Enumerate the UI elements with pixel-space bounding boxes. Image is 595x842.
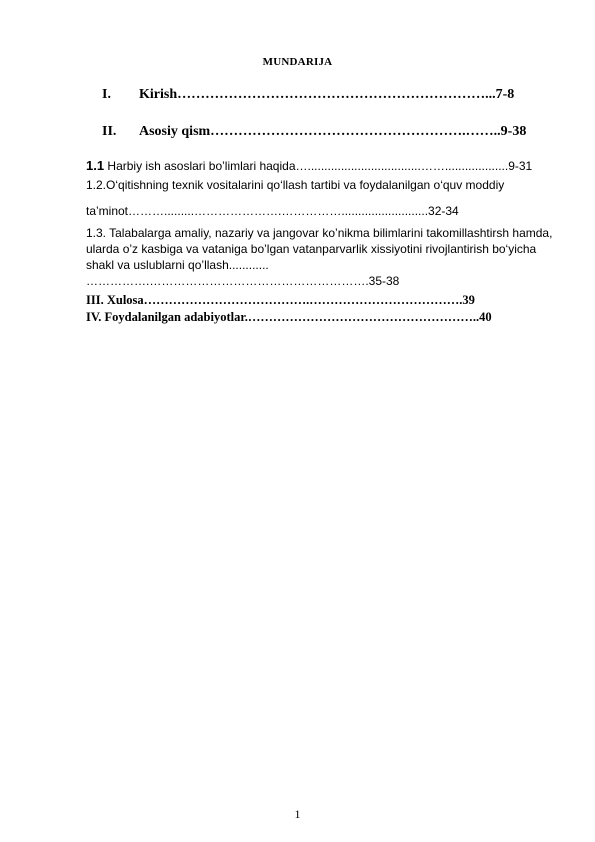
page-title: MUNDARIJA [262,56,333,68]
toc-subsection-1-2-line1: 1.2.O‘qitishning texnik vositalarini qo‘llash tartibi va foydalanilgan o‘quv moddiy [86,178,505,192]
toc-subsection-1-1 [86,158,568,174]
toc-section-xulosa: III. Xulosa………………………………….……………………………….39 [86,293,475,307]
toc-section-adabiyotlar: IV. Foydalanilgan adabiyotlar.………………………………………………..40 [86,310,492,324]
section-number: I. [102,87,111,102]
section-title: Kirish…………………………………………………………...7-8 [139,87,515,102]
toc-subsection-1-2-line2: ta’minot……….........………………….……………..........................32-34 [86,204,459,218]
section-number: II. [102,124,117,139]
subsection-title: Harbiy ish asoslari bo’limlari haqida…..................................……...................9-31 [104,159,533,173]
toc-subsection-1-3 [86,225,556,289]
subsection-number: 1.1 [86,158,105,173]
section-title: Asosiy qism……………………………………………….……..9-38 [139,124,527,139]
page-number: 1 [294,807,301,821]
subsection-page-range: …………….……………………………………………….35-38 [86,274,400,288]
subsection-title: 1.3. Talabalarga amaliy, nazariy va jangovar ko’nikma bilimlarini takomillashtirsh hamda, ularda o’z kasbiga va vataniga bo’lgan vatanparvarlik xissiyotini rivojlantirish bo‘yicha shakl va uslublarni qo’llash............ [86,226,553,272]
